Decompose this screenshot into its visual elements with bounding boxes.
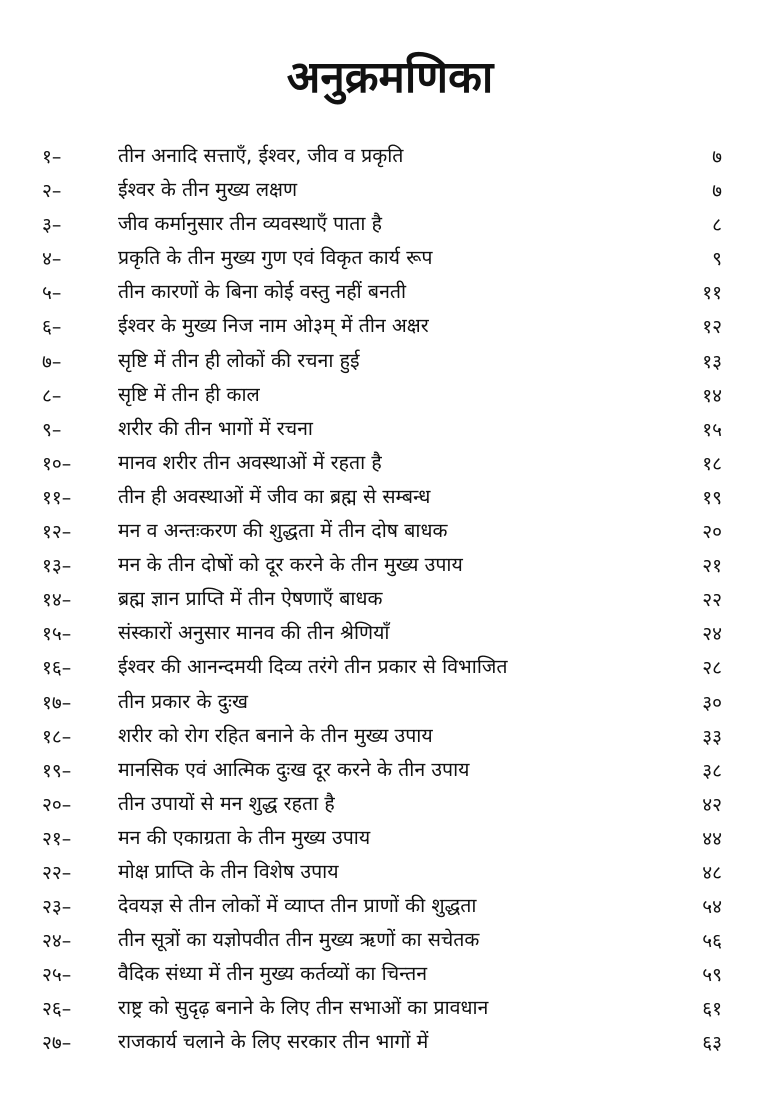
entry-title: तीन ही अवस्थाओं में जीव का ब्रह्म से सम्बन्ध xyxy=(118,484,431,508)
entry-title: तीन कारणों के बिना कोई वस्तु नहीं बनती xyxy=(118,280,407,304)
entry-number: १०– xyxy=(42,452,72,475)
entry-number: १७– xyxy=(42,691,72,714)
entry-number: २६– xyxy=(42,998,72,1021)
entry-page-number: ४४ xyxy=(702,827,722,850)
entry-number: २२– xyxy=(42,861,72,884)
entry-number: १– xyxy=(42,146,62,168)
toc-entry xyxy=(0,924,780,958)
entry-number: १९– xyxy=(42,759,72,782)
entry-number: ११– xyxy=(42,486,72,509)
entry-number: ४– xyxy=(42,248,62,271)
entry-page-number: ६३ xyxy=(702,1032,722,1055)
toc-entry xyxy=(0,958,780,992)
toc-entry xyxy=(0,856,780,890)
entry-page-number: २४ xyxy=(702,623,722,646)
entry-page-number: ४२ xyxy=(702,793,722,816)
toc-entry xyxy=(0,686,780,720)
entry-title: प्रकृति के तीन मुख्य गुण एवं विकृत कार्य रूप xyxy=(118,246,433,270)
entry-title: मानव शरीर तीन अवस्थाओं में रहता है xyxy=(118,450,382,474)
toc-entry xyxy=(0,1026,780,1060)
entry-page-number: ८ xyxy=(712,214,722,237)
entry-page-number: ५६ xyxy=(702,930,722,953)
entry-page-number: ३८ xyxy=(702,759,722,782)
toc-entry xyxy=(0,822,780,856)
table-of-contents xyxy=(0,140,780,1061)
toc-entry xyxy=(0,549,780,583)
entry-page-number: ३३ xyxy=(702,725,722,748)
entry-title: ईश्वर के मुख्य निज नाम ओ३म् में तीन अक्षर xyxy=(118,314,429,338)
entry-title: संस्कारों अनुसार मानव की तीन श्रेणियाँ xyxy=(118,621,390,645)
entry-title: तीन प्रकार के दुःख xyxy=(118,689,248,713)
toc-entry xyxy=(0,651,780,685)
entry-title: मानसिक एवं आत्मिक दुःख दूर करने के तीन उपाय xyxy=(118,757,470,781)
entry-page-number: ६१ xyxy=(702,998,722,1021)
entry-page-number: १८ xyxy=(702,452,722,475)
toc-entry xyxy=(0,276,780,310)
entry-page-number: ५४ xyxy=(702,896,722,919)
entry-title: देवयज्ञ से तीन लोकों में व्याप्त तीन प्राणों की शुद्धता xyxy=(118,894,477,918)
toc-entry xyxy=(0,447,780,481)
toc-entry xyxy=(0,617,780,651)
entry-title: मोक्ष प्राप्ति के तीन विशेष उपाय xyxy=(118,859,339,883)
toc-entry xyxy=(0,788,780,822)
entry-number: २– xyxy=(42,180,62,203)
toc-entry xyxy=(0,720,780,754)
toc-entry xyxy=(0,345,780,379)
entry-number: १८– xyxy=(42,725,72,748)
entry-title: सृष्टि में तीन ही लोकों की रचना हुई xyxy=(118,348,360,372)
entry-number: २१– xyxy=(42,827,72,850)
entry-page-number: ७ xyxy=(712,180,722,203)
entry-title: तीन सूत्रों का यज्ञोपवीत तीन मुख्य ऋणों का सचेतक xyxy=(118,928,480,952)
entry-number: १५– xyxy=(42,623,72,646)
toc-entry xyxy=(0,481,780,515)
entry-title: शरीर की तीन भागों में रचना xyxy=(118,416,313,440)
entry-page-number: २० xyxy=(702,521,722,544)
entry-number: १३– xyxy=(42,555,72,578)
entry-page-number: १३ xyxy=(702,350,722,373)
entry-number: १४– xyxy=(42,589,72,612)
entry-number: २७– xyxy=(42,1032,72,1055)
entry-page-number: १४ xyxy=(702,384,722,407)
entry-number: २५– xyxy=(42,964,72,987)
entry-title: मन व अन्तःकरण की शुद्धता में तीन दोष बाधक xyxy=(118,519,448,543)
page-title: अनुक्रमणिका xyxy=(286,52,494,103)
entry-page-number: ५९ xyxy=(702,964,722,987)
entry-title: राजकार्य चलाने के लिए सरकार तीन भागों में xyxy=(118,1030,429,1054)
entry-number: ५– xyxy=(42,282,62,305)
entry-page-number: २८ xyxy=(702,657,722,680)
entry-page-number: १५ xyxy=(702,418,722,441)
entry-page-number: १२ xyxy=(702,316,722,339)
toc-entry xyxy=(0,174,780,208)
toc-entry xyxy=(0,583,780,617)
entry-title: सृष्टि में तीन ही काल xyxy=(118,382,260,406)
entry-number: ३– xyxy=(42,214,62,237)
entry-page-number: १९ xyxy=(702,486,722,509)
toc-entry xyxy=(0,992,780,1026)
entry-title: तीन अनादि सत्ताएँ, ईश्वर, जीव व प्रकृति xyxy=(118,144,404,167)
entry-title: मन की एकाग्रता के तीन मुख्य उपाय xyxy=(118,825,371,849)
entry-title: ईश्वर की आनन्दमयी दिव्य तरंगे तीन प्रकार से विभाजित xyxy=(118,655,508,679)
entry-page-number: २१ xyxy=(702,555,722,578)
entry-title: तीन उपायों से मन शुद्ध रहता है xyxy=(118,791,335,815)
entry-number: १२– xyxy=(42,521,72,544)
entry-page-number: ३० xyxy=(702,691,722,714)
toc-entry xyxy=(0,515,780,549)
entry-number: ६– xyxy=(42,316,62,339)
entry-number: ९– xyxy=(42,418,62,441)
toc-entry xyxy=(0,890,780,924)
entry-title: राष्ट्र को सुदृढ़ बनाने के लिए तीन सभाओं का प्रावधान xyxy=(118,996,489,1020)
entry-page-number: ४८ xyxy=(702,861,722,884)
entry-number: २०– xyxy=(42,793,72,816)
entry-number: २३– xyxy=(42,896,72,919)
entry-title: वैदिक संध्या में तीन मुख्य कर्तव्यों का चिन्तन xyxy=(118,962,428,986)
toc-entry xyxy=(0,754,780,788)
toc-entry xyxy=(0,208,780,242)
entry-number: ८– xyxy=(42,384,62,407)
toc-entry xyxy=(0,413,780,447)
entry-title: ईश्वर के तीन मुख्य लक्षण xyxy=(118,178,298,202)
toc-entry xyxy=(0,310,780,344)
entry-page-number: २२ xyxy=(702,589,722,612)
entry-title: मन के तीन दोषों को दूर करने के तीन मुख्य उपाय xyxy=(118,553,463,577)
entry-number: ७– xyxy=(42,350,62,373)
toc-entry xyxy=(0,379,780,413)
entry-title: शरीर को रोग रहित बनाने के तीन मुख्य उपाय xyxy=(118,723,433,747)
entry-page-number: ७ xyxy=(712,146,722,168)
entry-title: जीव कर्मानुसार तीन व्यवस्थाएँ पाता है xyxy=(118,212,383,236)
entry-number: १६– xyxy=(42,657,72,680)
entry-page-number: ११ xyxy=(702,282,722,305)
entry-title: ब्रह्म ज्ञान प्राप्ति में तीन ऐषणाएँ बाधक xyxy=(118,587,383,611)
entry-page-number: ९ xyxy=(712,248,722,271)
toc-entry xyxy=(0,140,780,174)
toc-entry xyxy=(0,242,780,276)
entry-number: २४– xyxy=(42,930,72,953)
